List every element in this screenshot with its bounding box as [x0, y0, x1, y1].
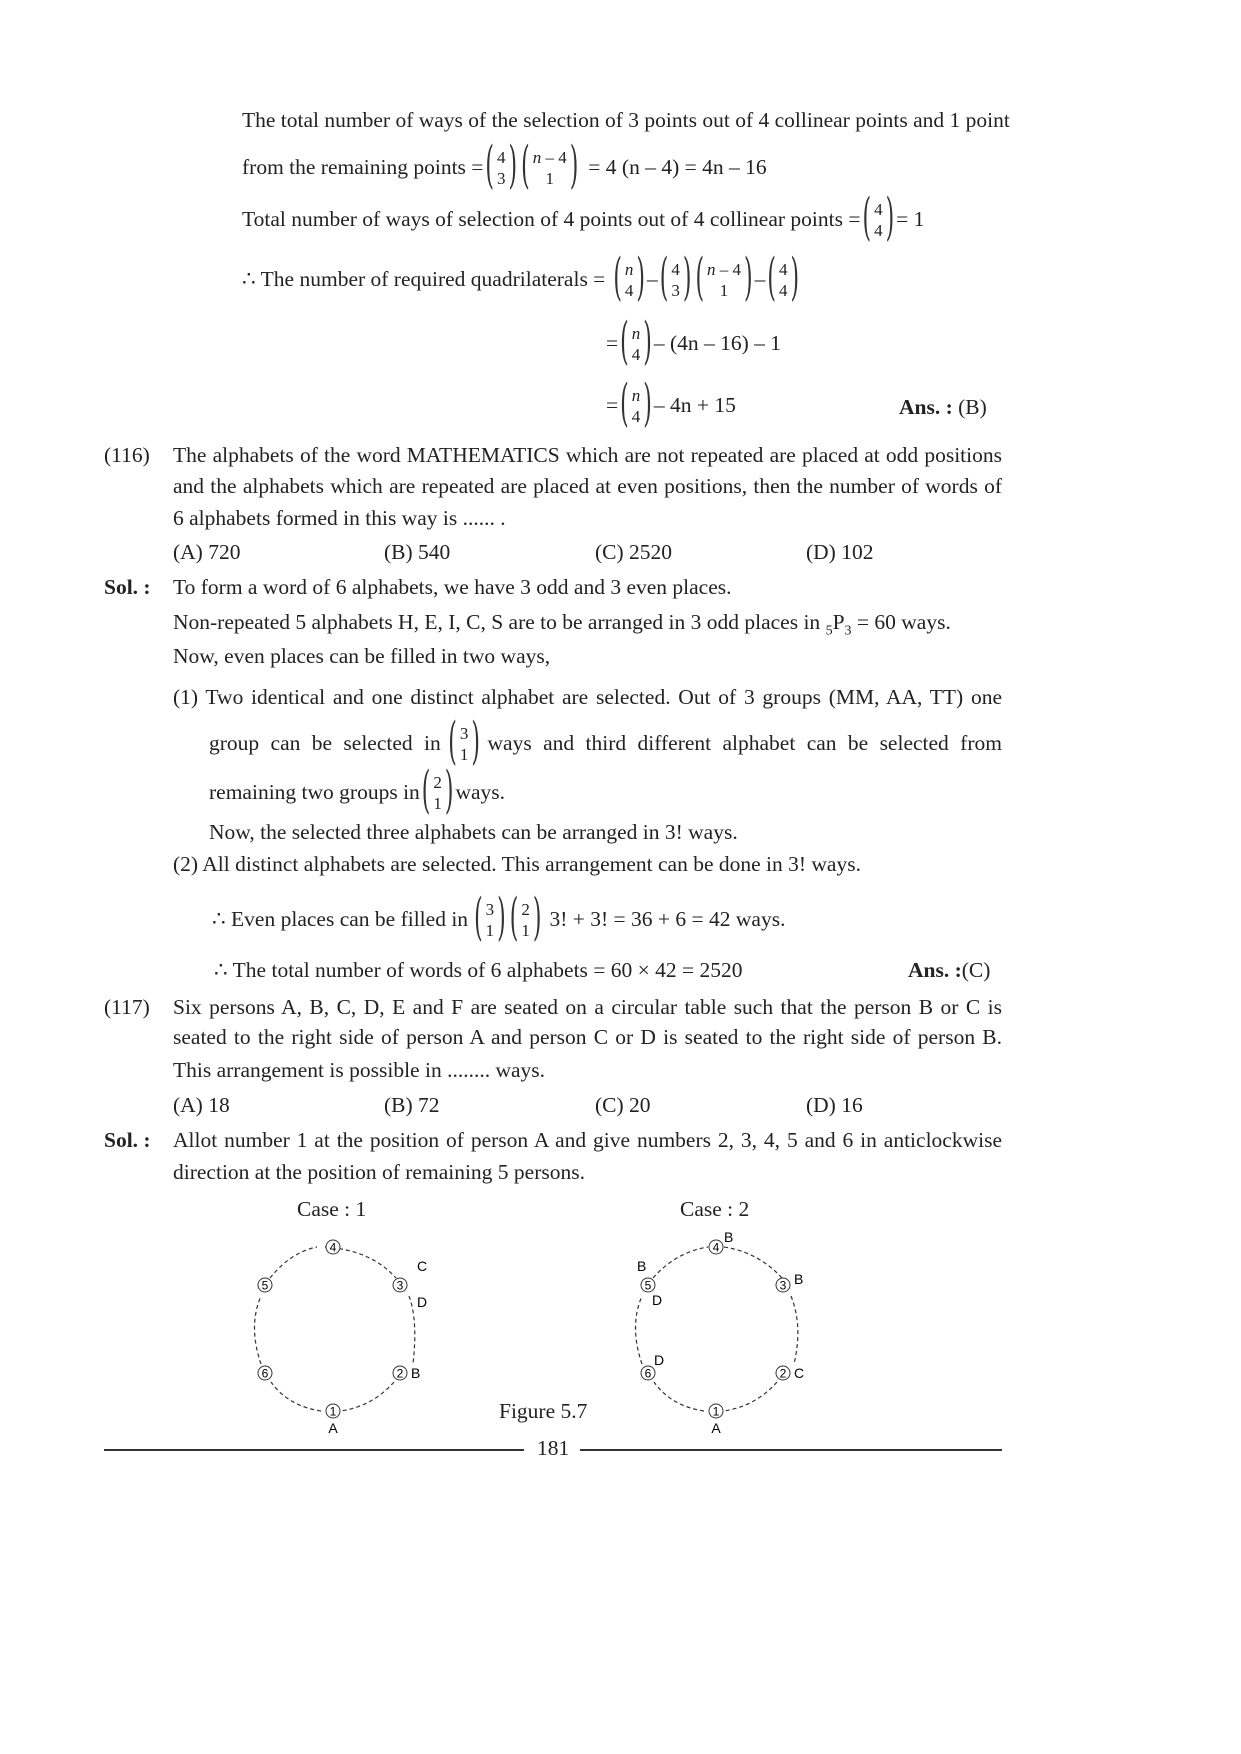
solution-line: To form a word of 6 alphabets, we have 3 odd and 3 even places. — [173, 575, 732, 599]
solution-line: (1) Two identical and one distinct alphabet are selected. Out of 3 groups (MM, AA, TT) one — [173, 685, 1002, 709]
option: (D) 16 — [806, 1093, 863, 1117]
question-line: Six persons A, B, C, D, E and F are seated on a circular table such that the person B or C is — [173, 995, 1002, 1019]
binomial: ( n 4 ) — [620, 314, 652, 372]
solution-line: (2) All distinct alphabets are selected. This arrangement can be done in 3! ways. — [173, 852, 861, 876]
solution-line: group can be selected in ( 3 1 ) ways and third different alphabet can be selected from — [209, 714, 1002, 772]
node-2 — [776, 1366, 790, 1381]
svg-text:3: 3 — [779, 1278, 787, 1293]
label-a: A — [328, 1420, 338, 1436]
svg-text:5: 5 — [261, 1278, 269, 1293]
question-number: (116) — [104, 443, 150, 467]
svg-text:3: 3 — [396, 1278, 404, 1293]
label-d: D — [417, 1294, 428, 1310]
solution-line: ∴ The total number of words of 6 alphabets = 60 × 42 = 2520 — [214, 958, 743, 982]
text-line: ∴ The number of required quadrilaterals = ( n 4 ) – ( 4 3 ) ( n – 4 1 ) – ( 4 4 ) — [242, 250, 800, 308]
label-b: B — [637, 1258, 647, 1274]
solution-line: Allot number 1 at the position of person A and give numbers 2, 3, 4, 5 and 6 in anticlockwise — [173, 1128, 1002, 1152]
solution-label: Sol. : — [104, 1128, 151, 1152]
case-title: Case : 1 — [297, 1197, 367, 1221]
footer-rule-left — [104, 1449, 524, 1451]
answer: Ans. :(C) — [908, 958, 991, 982]
figure-caption: Figure 5.7 — [499, 1399, 588, 1423]
question-line: seated to the right side of person A and person C or D is seated to the right side of person B. — [173, 1025, 1002, 1049]
binomial: ( n – 4 1 ) — [521, 138, 579, 196]
question-line: The alphabets of the word MATHEMATICS which are not repeated are placed at odd positions — [173, 443, 1002, 467]
page-number: 181 — [537, 1436, 570, 1460]
seating-diagram-case-1 — [213, 1228, 453, 1448]
seating-diagram-case-2 — [596, 1228, 836, 1448]
question-line: This arrangement is possible in ........ ways. — [173, 1058, 546, 1082]
label-c: C — [794, 1365, 805, 1381]
dashed-circle — [636, 1247, 798, 1411]
binomial: ( 4 4 ) — [767, 250, 800, 308]
binomial: ( 3 1 ) — [474, 890, 506, 948]
option: (A) 18 — [173, 1093, 230, 1117]
label-d: D — [652, 1292, 663, 1308]
node-1 — [709, 1404, 723, 1419]
question-number: (117) — [104, 995, 150, 1019]
binomial: ( 4 4 ) — [862, 190, 895, 248]
solution-line: remaining two groups in ( 2 1 ) ways. — [209, 763, 506, 821]
binomial: ( n – 4 1 ) — [695, 250, 753, 308]
option: (C) 20 — [595, 1093, 651, 1117]
svg-text:1: 1 — [712, 1404, 720, 1419]
node-3 — [776, 1278, 790, 1293]
option: (B) 72 — [384, 1093, 440, 1117]
binomial: ( n 4 ) — [620, 376, 652, 434]
option: (D) 102 — [806, 540, 874, 564]
option: (B) 540 — [384, 540, 451, 564]
svg-text:4: 4 — [329, 1240, 337, 1255]
label-d: D — [654, 1352, 665, 1368]
option: (C) 2520 — [595, 540, 673, 564]
solution-line: Now, the selected three alphabets can be arranged in 3! ways. — [209, 820, 738, 844]
node-1 — [326, 1404, 340, 1419]
svg-text:5: 5 — [644, 1278, 652, 1293]
svg-text:6: 6 — [261, 1366, 269, 1381]
label-a: A — [711, 1420, 721, 1436]
node-4 — [326, 1240, 340, 1255]
question-line: and the alphabets which are repeated are placed at even positions, then the number of words of — [173, 474, 1002, 498]
binomial: ( 4 3 ) — [485, 138, 518, 196]
solution-line: direction at the position of remaining 5 persons. — [173, 1160, 585, 1184]
text-line: Total number of ways of selection of 4 points out of 4 collinear points = ( 4 4 ) = 1 — [242, 190, 925, 248]
label-b: B — [411, 1365, 421, 1381]
solution-line: Non-repeated 5 alphabets H, E, I, C, S are to be arranged in 3 odd places in $_5P_3 = 60$ ways. — [173, 610, 951, 639]
binomial: ( 2 1 ) — [509, 890, 542, 948]
dashed-circle — [255, 1247, 415, 1411]
solution-line: ∴ Even places can be filled in ( 3 1 ) ( 2 1 ) 3! + 3! = 36 + 6 = 42 ways. — [212, 890, 786, 948]
node-5 — [258, 1278, 272, 1293]
label-b: B — [724, 1229, 734, 1245]
solution-label: Sol. : — [104, 575, 151, 599]
text-line: The total number of ways of the selection of 3 points out of 4 collinear points and 1 point — [242, 108, 1010, 132]
node-2 — [393, 1366, 407, 1381]
node-6 — [641, 1366, 655, 1381]
node-4 — [709, 1240, 723, 1255]
svg-text:2: 2 — [779, 1366, 787, 1381]
case-title: Case : 2 — [680, 1197, 750, 1221]
solution-line: Now, even places can be filled in two ways, — [173, 644, 551, 668]
binomial: ( 3 1 ) — [448, 714, 480, 772]
node-3 — [393, 1278, 407, 1293]
binomial: ( 4 3 ) — [659, 250, 692, 308]
node-5 — [641, 1278, 655, 1293]
text-line: = ( n 4 ) – 4n + 15 — [606, 376, 736, 434]
answer: Ans. : (B) — [899, 395, 987, 419]
svg-text:1: 1 — [329, 1404, 337, 1419]
node-6 — [258, 1366, 272, 1381]
svg-text:2: 2 — [396, 1366, 404, 1381]
text-line: = ( n 4 ) – (4n – 16) – 1 — [606, 314, 782, 372]
text-line: from the remaining points = ( 4 3 ) ( n – 4 1 ) = 4 (n – 4) = 4n – 16 — [242, 138, 767, 196]
label-c: C — [417, 1258, 428, 1274]
footer-rule-right — [580, 1449, 1002, 1451]
svg-text:6: 6 — [644, 1366, 652, 1381]
option: (A) 720 — [173, 540, 241, 564]
question-line: 6 alphabets formed in this way is ...... . — [173, 506, 506, 530]
svg-text:4: 4 — [712, 1240, 720, 1255]
label-b: B — [794, 1271, 804, 1287]
binomial: ( n 4 ) — [613, 250, 645, 308]
binomial: ( 2 1 ) — [421, 763, 454, 821]
